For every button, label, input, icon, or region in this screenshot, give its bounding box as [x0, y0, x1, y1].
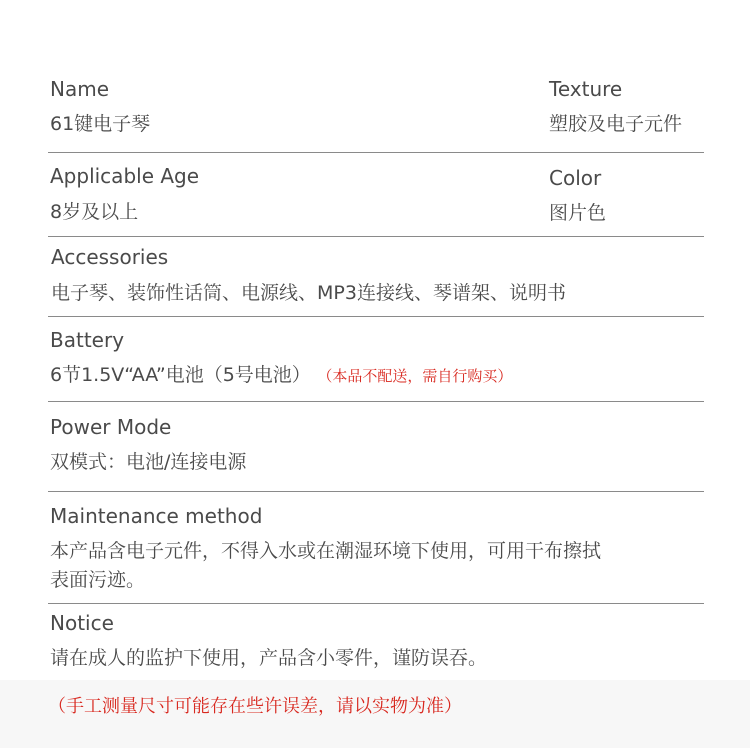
- name-value: 61键电子琴: [50, 113, 151, 135]
- battery-note: （本品不配送，需自行购买）: [324, 367, 513, 385]
- maintenance-label: Maintenance method: [50, 504, 263, 528]
- divider: [48, 491, 704, 492]
- accessories-value: 电子琴、装饰性话筒、电源线、MP3连接线、琴谱架、说明书: [51, 282, 566, 304]
- maintenance-value-line1: 本产品含电子元件，不得入水或在潮湿环境下使用，可用干布擦拭: [50, 540, 602, 562]
- divider: [48, 401, 704, 402]
- divider: [48, 152, 704, 153]
- accessories-label: Accessories: [51, 245, 169, 269]
- divider: [48, 236, 704, 237]
- power-mode-label: Power Mode: [50, 415, 172, 439]
- battery-value-line: [50, 361, 512, 390]
- maintenance-value-line2: 表面污迹。: [50, 569, 146, 591]
- footer-note: （手工测量尺寸可能存在些许误差，请以实物为准）: [48, 696, 462, 717]
- texture-value: 塑胶及电子元件: [549, 113, 683, 135]
- notice-label: Notice: [50, 611, 114, 635]
- color-value: 图片色: [549, 202, 607, 224]
- power-mode-value: 双模式：电池/连接电源: [50, 451, 247, 473]
- name-label: Name: [50, 77, 110, 101]
- divider: [48, 316, 704, 317]
- battery-label: Battery: [50, 328, 125, 352]
- notice-value: 请在成人的监护下使用，产品含小零件，谨防误吞。: [50, 647, 488, 669]
- color-label: Color: [549, 166, 602, 190]
- age-value: 8岁及以上: [50, 201, 139, 223]
- age-label: Applicable Age: [50, 164, 200, 188]
- divider: [48, 603, 704, 604]
- battery-value: 6节1.5V“AA”电池（5号电池）: [50, 364, 311, 386]
- texture-label: Texture: [549, 77, 623, 101]
